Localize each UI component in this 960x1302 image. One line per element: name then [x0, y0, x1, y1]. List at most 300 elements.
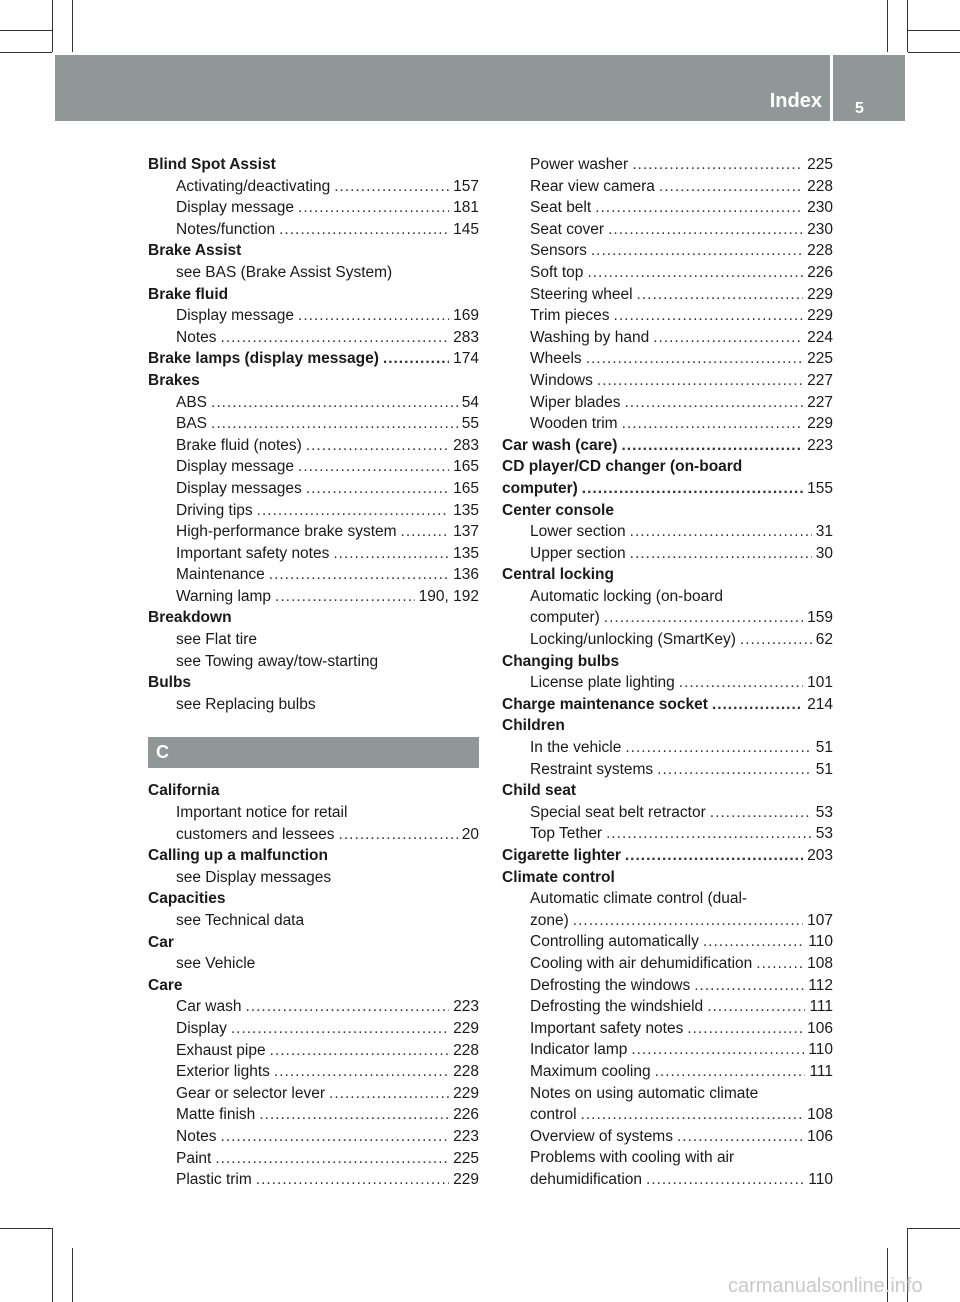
entry-page: 101	[807, 674, 833, 692]
index-column-right	[502, 154, 833, 1191]
entry-label: customers and lessees	[176, 825, 335, 843]
entry-page: 30	[815, 544, 833, 562]
index-entry	[502, 802, 833, 824]
entry-label: BAS	[176, 415, 208, 433]
dot-leader	[712, 694, 803, 716]
entry-label: control	[530, 1106, 577, 1124]
index-reference: see Towing away/tow-starting	[176, 652, 379, 670]
index-heading: Center console	[502, 501, 614, 519]
dot-leader	[269, 564, 449, 586]
entry-page: 203	[807, 847, 833, 864]
entry-page: 165	[453, 479, 479, 497]
index-entry	[148, 1148, 479, 1170]
dot-leader	[614, 305, 804, 327]
entry-page: 226	[453, 1106, 479, 1124]
dot-leader	[606, 823, 812, 845]
entry-label: Matte finish	[176, 1106, 256, 1124]
entry-page: 62	[815, 631, 833, 649]
crop-mark	[52, 0, 53, 52]
dot-leader	[625, 845, 803, 867]
dot-leader	[703, 931, 804, 953]
crop-mark	[52, 1228, 53, 1302]
index-entry	[502, 262, 833, 284]
dot-leader	[274, 1061, 449, 1083]
index-entry	[502, 1104, 833, 1126]
dot-leader	[630, 521, 812, 543]
entry-label: Trim pieces	[530, 307, 610, 325]
dot-leader	[597, 370, 803, 392]
entry-label: Plastic trim	[176, 1171, 252, 1189]
dot-leader	[655, 1061, 806, 1083]
entry-label: Notes	[176, 328, 217, 346]
entry-label: Windows	[530, 371, 593, 389]
entry-page: 155	[807, 479, 833, 497]
dot-leader	[329, 1083, 449, 1105]
index-heading: Bulbs	[148, 674, 192, 692]
dot-leader	[586, 348, 803, 370]
entry-label: In the vehicle	[530, 739, 622, 757]
crop-mark	[907, 0, 908, 52]
dot-leader	[306, 478, 449, 500]
entry-label: Upper section	[530, 544, 626, 562]
index-entry	[148, 1040, 479, 1062]
index-reference: Automatic climate control (dual-	[530, 890, 748, 908]
dot-leader	[637, 284, 804, 306]
entry-label: Defrosting the windshield	[530, 998, 704, 1016]
index-entry	[148, 1126, 479, 1148]
entry-label: Driving tips	[176, 501, 253, 519]
index-entry	[148, 824, 479, 846]
crop-mark	[908, 52, 960, 53]
index-heading: Calling up a malfunction	[148, 847, 328, 865]
entry-label: Activating/deactivating	[176, 177, 331, 195]
entry-label: Warning lamp	[176, 587, 272, 605]
entry-label: License plate lighting	[530, 674, 675, 692]
entry-page: 283	[453, 436, 479, 454]
index-entry	[502, 672, 833, 694]
entry-page: 228	[807, 177, 833, 195]
crop-mark	[908, 1228, 960, 1229]
entry-label: Cigarette lighter	[502, 847, 621, 864]
entry-page: 223	[453, 998, 479, 1016]
dot-leader	[401, 521, 450, 543]
entry-page: 223	[807, 436, 833, 454]
index-heading: Children	[502, 717, 565, 735]
entry-label: Maintenance	[176, 566, 265, 584]
index-entry	[148, 1104, 479, 1126]
index-reference: Automatic locking (on-board	[530, 587, 723, 605]
entry-label: Soft top	[530, 263, 584, 281]
entry-page: 225	[453, 1149, 479, 1167]
index-entry	[502, 975, 833, 997]
index-heading: Central locking	[502, 566, 614, 584]
dot-leader	[245, 996, 449, 1018]
entry-page: 229	[453, 1171, 479, 1189]
index-heading: Blind Spot Assist	[148, 156, 276, 173]
dot-leader	[383, 348, 449, 370]
entry-label: Controlling automatically	[530, 933, 699, 951]
entry-label: Washing by hand	[530, 328, 650, 346]
index-entry	[148, 478, 479, 500]
crop-mark	[0, 52, 52, 53]
entry-label: Wooden trim	[530, 415, 618, 433]
entry-page: 229	[807, 307, 833, 325]
index-entry	[502, 197, 833, 219]
index-entry	[502, 176, 833, 198]
entry-label: ABS	[176, 393, 208, 411]
index-heading: Climate control	[502, 868, 615, 886]
entry-label: Display message	[176, 199, 295, 217]
entry-page: 225	[807, 156, 833, 173]
entry-label: Seat belt	[530, 199, 592, 217]
entry-page: 181	[453, 199, 479, 217]
entry-page: 137	[453, 523, 479, 541]
dot-leader	[595, 197, 803, 219]
entry-page: 228	[453, 1041, 479, 1059]
index-reference: see BAS (Brake Assist System)	[176, 263, 393, 281]
entry-label: Brake lamps (display message)	[148, 350, 379, 368]
entry-page: 214	[807, 695, 833, 713]
index-entry	[502, 327, 833, 349]
dot-leader	[573, 910, 803, 932]
dot-leader	[632, 154, 803, 176]
dot-leader	[630, 543, 812, 565]
index-entry	[148, 996, 479, 1018]
index-heading: Changing bulbs	[502, 652, 620, 670]
dot-leader	[211, 392, 458, 414]
header-divider	[830, 55, 833, 121]
index-entry	[148, 586, 479, 608]
entry-label: Notes/function	[176, 220, 276, 238]
dot-leader	[581, 1104, 804, 1126]
dot-leader	[740, 629, 812, 651]
entry-page: 107	[807, 911, 833, 929]
dot-leader	[657, 759, 812, 781]
page-number: 5	[855, 100, 864, 117]
entry-label: Charge maintenance socket	[502, 695, 708, 713]
index-entry	[148, 413, 479, 435]
index-heading: Brake Assist	[148, 242, 242, 260]
index-heading: Car	[148, 933, 174, 951]
index-reference: see Display messages	[176, 868, 332, 886]
dot-leader	[339, 824, 458, 846]
index-entry	[502, 996, 833, 1018]
index-entry	[502, 154, 833, 176]
index-heading-entry	[502, 845, 833, 867]
index-heading: Child seat	[502, 782, 577, 800]
entry-page: 51	[815, 760, 833, 778]
dot-leader	[211, 413, 458, 435]
entry-page: 157	[453, 177, 479, 195]
index-heading-entry	[502, 478, 833, 500]
index-heading: CD player/CD changer (on-board	[502, 458, 743, 476]
entry-label: Special seat belt retractor	[530, 803, 706, 821]
section-letter: C	[148, 737, 479, 768]
entry-page: 145	[453, 220, 479, 238]
crop-mark	[887, 0, 888, 52]
index-entry	[502, 370, 833, 392]
index-entry	[148, 327, 479, 349]
entry-label: Lower section	[530, 523, 626, 541]
entry-page: 53	[815, 803, 833, 821]
entry-page: 51	[815, 739, 833, 757]
entry-label: Overview of systems	[530, 1127, 673, 1145]
entry-label: Exhaust pipe	[176, 1041, 266, 1059]
index-entry	[502, 1061, 833, 1083]
entry-page: 108	[807, 954, 833, 972]
entry-label: Car wash (care)	[502, 436, 618, 454]
entry-page: 230	[807, 220, 833, 238]
entry-page: 229	[453, 1019, 479, 1037]
index-heading-entry	[502, 435, 833, 457]
entry-label: dehumidification	[530, 1170, 643, 1188]
entry-page: 227	[807, 371, 833, 389]
dot-leader	[659, 176, 803, 198]
entry-label: computer)	[502, 479, 578, 497]
index-reference: Important notice for retail	[176, 804, 348, 822]
entry-page: 224	[807, 328, 833, 346]
index-entry	[502, 219, 833, 241]
entry-label: Paint	[176, 1149, 212, 1167]
entry-label: Important safety notes	[176, 544, 330, 562]
entry-label: Power washer	[530, 156, 629, 173]
entry-label: Notes	[176, 1127, 217, 1145]
dot-leader	[259, 1104, 449, 1126]
dot-leader	[622, 413, 804, 435]
index-entry	[502, 305, 833, 327]
entry-page: 110	[808, 933, 833, 951]
entry-label: Seat cover	[530, 220, 605, 238]
index-entry	[148, 1169, 479, 1191]
entry-label: Locking/unlocking (SmartKey)	[530, 631, 736, 649]
entry-page: 228	[807, 242, 833, 260]
entry-label: Display message	[176, 458, 295, 476]
entry-label: Exterior lights	[176, 1063, 270, 1081]
index-entry	[148, 521, 479, 543]
index-entry	[502, 931, 833, 953]
entry-label: zone)	[530, 911, 569, 929]
entry-label: Restraint systems	[530, 760, 654, 778]
dot-leader	[256, 1169, 449, 1191]
entry-page: 110	[808, 1170, 833, 1188]
index-entry	[502, 737, 833, 759]
entry-label: Gear or selector lever	[176, 1084, 326, 1102]
index-reference: Notes on using automatic climate	[530, 1084, 759, 1102]
dot-leader	[707, 996, 805, 1018]
dot-leader	[257, 500, 449, 522]
entry-page: 225	[807, 350, 833, 368]
entry-page: 174	[453, 350, 479, 368]
dot-leader	[631, 1039, 804, 1061]
entry-page: 169	[453, 307, 479, 325]
dot-leader	[587, 262, 803, 284]
entry-page: 190, 192	[418, 587, 479, 605]
dot-leader	[710, 802, 812, 824]
crop-mark	[0, 1228, 52, 1229]
dot-leader	[687, 1018, 803, 1040]
dot-leader	[306, 435, 449, 457]
index-entry	[502, 240, 833, 262]
index-reference: see Vehicle	[176, 955, 256, 973]
entry-label: Top Tether	[530, 825, 603, 843]
entry-label: Car wash	[176, 998, 242, 1016]
entry-label: computer)	[530, 609, 600, 627]
dot-leader	[333, 543, 449, 565]
index-entry	[502, 1169, 833, 1191]
index-entry	[502, 910, 833, 932]
index-heading-entry	[148, 348, 479, 370]
dot-leader	[279, 219, 449, 241]
index-entry	[148, 1018, 479, 1040]
index-heading: Capacities	[148, 890, 226, 908]
dot-leader	[624, 392, 803, 414]
entry-label: Display message	[176, 307, 295, 325]
dot-leader	[591, 240, 803, 262]
dot-leader	[298, 305, 449, 327]
entry-label: Wiper blades	[530, 393, 621, 411]
entry-page: 106	[807, 1127, 833, 1145]
index-entry	[148, 543, 479, 565]
dot-leader	[275, 586, 415, 608]
entry-label: Display	[176, 1019, 227, 1037]
dot-leader	[221, 1126, 450, 1148]
entry-page: 136	[453, 566, 479, 584]
index-entry	[148, 435, 479, 457]
crop-mark	[908, 30, 960, 31]
index-entry	[502, 823, 833, 845]
entry-page: 54	[461, 393, 479, 411]
dot-leader	[679, 672, 803, 694]
crop-mark	[72, 1248, 73, 1302]
entry-page: 165	[453, 458, 479, 476]
index-entry	[502, 521, 833, 543]
entry-page: 135	[453, 544, 479, 562]
index-entry	[502, 953, 833, 975]
entry-page: 108	[807, 1106, 833, 1124]
entry-page: 31	[815, 523, 833, 541]
index-reference: see Replacing bulbs	[176, 695, 316, 713]
dot-leader	[334, 176, 449, 198]
index-entry	[502, 759, 833, 781]
dot-leader	[694, 975, 804, 997]
dot-leader	[621, 435, 803, 457]
entry-page: 229	[453, 1084, 479, 1102]
index-entry	[502, 348, 833, 370]
index-heading: Breakdown	[148, 609, 232, 627]
entry-label: Brake fluid (notes)	[176, 436, 302, 454]
index-heading: Brakes	[148, 371, 200, 389]
dot-leader	[625, 737, 811, 759]
entry-label: Cooling with air dehumidification	[530, 954, 753, 972]
entry-page: 106	[807, 1019, 833, 1037]
entry-page: 229	[807, 415, 833, 433]
dot-leader	[677, 1126, 803, 1148]
entry-label: Display messages	[176, 479, 302, 497]
entry-page: 111	[809, 998, 833, 1016]
index-entry	[148, 1061, 479, 1083]
entry-page: 20	[461, 825, 479, 843]
dot-leader	[653, 327, 803, 349]
index-heading: Care	[148, 976, 183, 994]
entry-page: 230	[807, 199, 833, 217]
entry-page: 283	[453, 328, 479, 346]
entry-page: 229	[807, 285, 833, 303]
entry-page: 111	[809, 1062, 833, 1080]
dot-leader	[298, 456, 449, 478]
crop-mark	[72, 0, 73, 52]
index-entry	[148, 564, 479, 586]
entry-page: 135	[453, 501, 479, 519]
index-entry	[148, 305, 479, 327]
dot-leader	[298, 197, 449, 219]
entry-label: Indicator lamp	[530, 1041, 628, 1059]
entry-page: 223	[453, 1127, 479, 1145]
entry-label: Wheels	[530, 350, 582, 368]
index-entry	[502, 413, 833, 435]
index-heading-entry	[502, 694, 833, 716]
dot-leader	[221, 327, 450, 349]
index-reference: see Flat tire	[176, 631, 257, 649]
entry-page: 227	[807, 393, 833, 411]
crop-mark	[0, 30, 52, 31]
entry-page: 55	[461, 415, 479, 433]
index-reference: see Technical data	[176, 912, 305, 929]
dot-leader	[582, 478, 803, 500]
entry-label: Important safety notes	[530, 1019, 684, 1037]
entry-label: Defrosting the windows	[530, 976, 691, 994]
index-entry	[502, 543, 833, 565]
entry-page: 53	[815, 825, 833, 843]
index-entry	[502, 629, 833, 651]
index-entry	[502, 1039, 833, 1061]
entry-page: 159	[807, 609, 833, 627]
index-entry	[148, 197, 479, 219]
index-entry	[148, 456, 479, 478]
watermark: carmanualsonline.info	[728, 1275, 923, 1297]
entry-label: High-performance brake system	[176, 523, 397, 541]
index-entry	[502, 607, 833, 629]
dot-leader	[270, 1040, 450, 1062]
dot-leader	[231, 1018, 449, 1040]
dot-leader	[604, 607, 803, 629]
index-entry	[502, 1126, 833, 1148]
index-entry	[502, 392, 833, 414]
index-column-left	[148, 154, 479, 1191]
index-reference: Problems with cooling with air	[530, 1149, 735, 1167]
index-entry	[148, 500, 479, 522]
index-heading: California	[148, 782, 220, 800]
entry-page: 226	[807, 263, 833, 281]
entry-label: Steering wheel	[530, 285, 633, 303]
dot-leader	[215, 1148, 449, 1170]
index-entry	[148, 392, 479, 414]
dot-leader	[646, 1169, 804, 1191]
entry-page: 112	[808, 976, 833, 994]
entry-label: Rear view camera	[530, 177, 655, 195]
index-heading: Brake fluid	[148, 285, 229, 303]
entry-page: 110	[808, 1041, 833, 1059]
index-entry	[148, 1083, 479, 1105]
page-title: Index	[769, 90, 822, 112]
dot-leader	[756, 953, 803, 975]
dot-leader	[608, 219, 803, 241]
index-entry	[148, 176, 479, 198]
index-entry	[148, 219, 479, 241]
index-entry	[502, 284, 833, 306]
index-entry	[502, 1018, 833, 1040]
entry-label: Maximum cooling	[530, 1062, 651, 1080]
entry-label: Sensors	[530, 242, 587, 260]
